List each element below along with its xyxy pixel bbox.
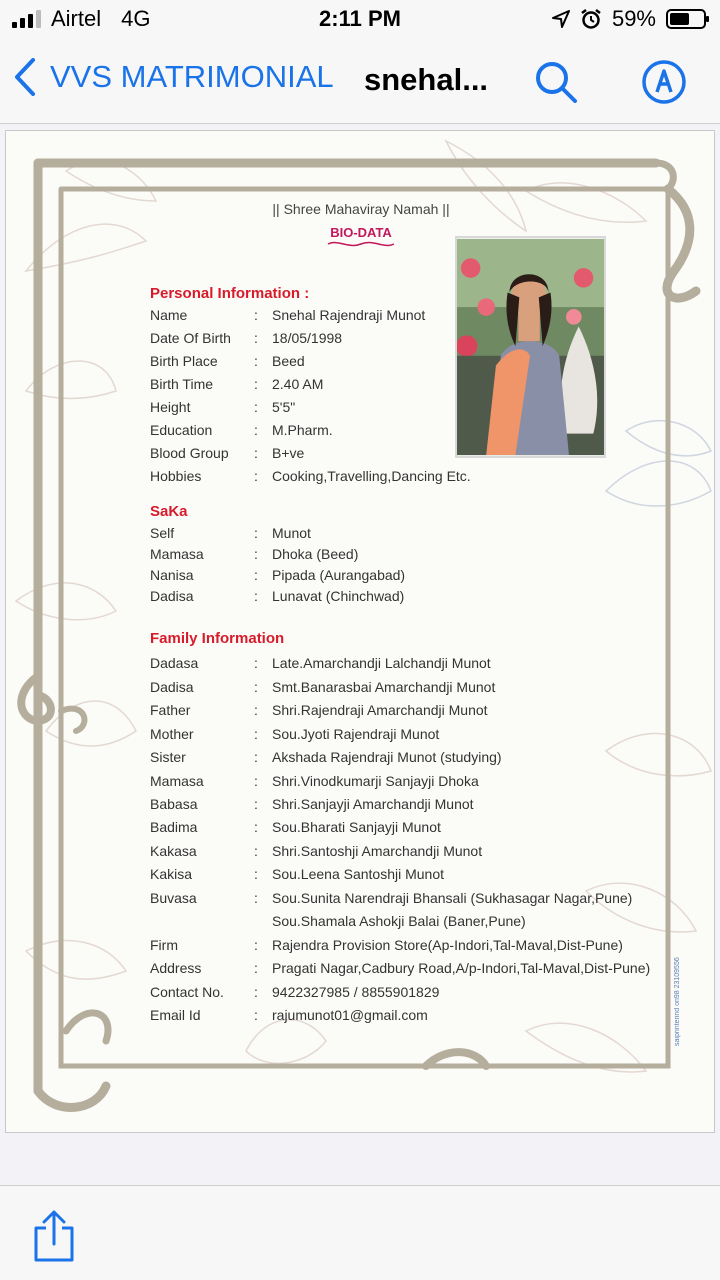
row-value: Sou.Jyoti Rajendraji Munot <box>272 726 440 742</box>
personal-row <box>150 307 670 329</box>
personal-row <box>150 353 670 375</box>
row-value: Sou.Shamala Ashokji Balai (Baner,Pune) <box>272 913 526 929</box>
row-label: Nanisa <box>150 567 194 583</box>
family-row <box>150 984 670 1006</box>
saka-row <box>150 525 670 547</box>
row-label: Self <box>150 525 175 541</box>
network-type: 4G <box>121 6 151 31</box>
row-label: Height <box>150 399 191 415</box>
row-label: Buvasa <box>150 890 197 906</box>
row-value: Sou.Sunita Narendraji Bhansali (Sukhasagar Nagar,Pune) <box>272 890 633 906</box>
row-colon: : <box>254 843 258 859</box>
row-colon: : <box>254 679 258 695</box>
row-label: Dadasa <box>150 655 199 671</box>
row-label: Father <box>150 702 191 718</box>
status-bar <box>0 0 720 40</box>
row-value: Pipada (Aurangabad) <box>272 567 406 583</box>
family-row <box>150 726 670 748</box>
row-label: Hobbies <box>150 468 202 484</box>
row-value: Cooking,Travelling,Dancing Etc. <box>272 468 471 484</box>
row-colon: : <box>254 773 258 789</box>
row-label: Date Of Birth <box>150 330 231 346</box>
row-label: Mamasa <box>150 773 204 789</box>
row-value: Shri.Santoshji Amarchandji Munot <box>272 843 483 859</box>
saka-title: SaKa <box>150 503 188 520</box>
personal-row <box>150 422 670 444</box>
row-colon: : <box>254 866 258 882</box>
saka-row <box>150 588 670 610</box>
row-colon: : <box>254 1007 258 1023</box>
bottom-toolbar <box>0 1185 720 1280</box>
row-label: Name <box>150 307 188 323</box>
family-row <box>150 702 670 724</box>
row-value: Pragati Nagar,Cadbury Road,A/p-Indori,Tal-Maval,Dist-Pune) <box>272 960 651 976</box>
status-right <box>552 6 706 32</box>
row-colon: : <box>254 726 258 742</box>
share-icon[interactable] <box>32 1210 76 1262</box>
row-value: Shri.Rajendraji Amarchandji Munot <box>272 702 488 718</box>
row-value: Shri.Sanjayji Amarchandji Munot <box>272 796 474 812</box>
row-colon: : <box>254 702 258 718</box>
family-row <box>150 1007 670 1029</box>
row-label: Kakasa <box>150 843 197 859</box>
battery-percent: 59% <box>611 6 656 31</box>
row-label: Dadisa <box>150 588 194 604</box>
row-value: Shri.Vinodkumarji Sanjayji Dhoka <box>272 773 479 789</box>
row-colon: : <box>254 525 258 541</box>
family-info-title: Family Information <box>150 630 285 647</box>
row-value: M.Pharm. <box>272 422 333 438</box>
row-colon: : <box>254 468 258 484</box>
saka-row <box>150 567 670 589</box>
row-colon: : <box>254 353 258 369</box>
heading-ornament-icon <box>326 239 396 249</box>
decorative-frame <box>6 131 715 1133</box>
row-label: Birth Place <box>150 353 218 369</box>
family-row <box>150 679 670 701</box>
personal-row <box>150 399 670 421</box>
row-value: Sou.Leena Santoshji Munot <box>272 866 445 882</box>
row-label: Sister <box>150 749 186 765</box>
row-colon: : <box>254 376 258 392</box>
row-label: Badima <box>150 819 198 835</box>
row-colon: : <box>254 422 258 438</box>
row-value: Snehal Rajendraji Munot <box>272 307 426 323</box>
row-value: Akshada Rajendraji Munot (studying) <box>272 749 502 765</box>
row-label: Birth Time <box>150 376 214 392</box>
printer-credit: saiprinterind ori98 23109556 <box>674 957 681 1046</box>
row-value: Dhoka (Beed) <box>272 546 359 562</box>
row-value: Rajendra Provision Store(Ap-Indori,Tal-Maval,Dist-Pune) <box>272 937 623 953</box>
search-icon[interactable] <box>532 58 580 106</box>
family-row <box>150 796 670 818</box>
row-colon: : <box>254 796 258 812</box>
row-value: B+ve <box>272 445 305 461</box>
family-row <box>150 749 670 771</box>
row-label: Contact No. <box>150 984 224 1000</box>
invocation-text: || Shree Mahaviray Namah || <box>272 201 450 217</box>
row-value: Smt.Banarasbai Amarchandji Munot <box>272 679 496 695</box>
family-row <box>150 960 670 982</box>
personal-row <box>150 468 670 490</box>
row-value: Sou.Bharati Sanjayji Munot <box>272 819 441 835</box>
biodata-page <box>5 130 715 1133</box>
row-colon: : <box>254 749 258 765</box>
row-value: 2.40 AM <box>272 376 324 392</box>
row-value: Lunavat (Chinchwad) <box>272 588 405 604</box>
row-colon: : <box>254 655 258 671</box>
row-colon: : <box>254 937 258 953</box>
row-colon: : <box>254 984 258 1000</box>
family-row <box>150 913 670 935</box>
row-label: Mother <box>150 726 194 742</box>
row-colon: : <box>254 330 258 346</box>
back-button[interactable] <box>14 58 334 96</box>
row-label: Kakisa <box>150 866 193 882</box>
row-value: 18/05/1998 <box>272 330 343 346</box>
markup-pen-icon[interactable] <box>640 58 688 106</box>
row-label: Address <box>150 960 202 976</box>
chevron-left-icon <box>14 58 36 96</box>
row-value: rajumunot01@gmail.com <box>272 1007 428 1023</box>
row-colon: : <box>254 819 258 835</box>
row-value: 5'5" <box>272 399 296 415</box>
row-colon: : <box>254 960 258 976</box>
nav-bar <box>0 40 720 124</box>
row-value: Beed <box>272 353 305 369</box>
family-row <box>150 937 670 959</box>
row-colon: : <box>254 546 258 562</box>
row-colon: : <box>254 445 258 461</box>
row-value: Late.Amarchandji Lalchandji Munot <box>272 655 491 671</box>
row-colon: : <box>254 399 258 415</box>
clock: 2:11 PM <box>319 6 401 31</box>
row-label: Email Id <box>150 1007 201 1023</box>
row-colon: : <box>254 307 258 323</box>
back-button-label: VVS MATRIMONIAL <box>50 59 334 94</box>
biodata-heading: BIO-DATA <box>330 225 392 240</box>
battery-fill <box>670 13 689 25</box>
family-row <box>150 655 670 677</box>
row-label: Mamasa <box>150 546 204 562</box>
family-row <box>150 866 670 888</box>
row-label: Education <box>150 422 213 438</box>
personal-row <box>150 376 670 398</box>
row-value: Munot <box>272 525 311 541</box>
row-colon: : <box>254 890 258 906</box>
personal-info-title: Personal Information : <box>150 285 310 302</box>
row-label: Dadisa <box>150 679 194 695</box>
alarm-clock-icon <box>580 8 602 30</box>
document-viewer[interactable] <box>0 125 720 1185</box>
page-title: snehal... <box>364 62 489 97</box>
family-row <box>150 843 670 865</box>
personal-row <box>150 330 670 352</box>
row-label: Babasa <box>150 796 198 812</box>
row-label: Blood Group <box>150 445 229 461</box>
location-arrow-icon <box>552 10 570 28</box>
carrier-name: Airtel <box>51 6 102 31</box>
family-row <box>150 819 670 841</box>
row-label: Firm <box>150 937 178 953</box>
family-row <box>150 773 670 795</box>
family-row <box>150 890 670 912</box>
row-colon: : <box>254 567 258 583</box>
saka-row <box>150 546 670 568</box>
personal-row <box>150 445 670 467</box>
row-value: 9422327985 / 8855901829 <box>272 984 440 1000</box>
battery-icon <box>666 9 706 29</box>
row-colon: : <box>254 588 258 604</box>
